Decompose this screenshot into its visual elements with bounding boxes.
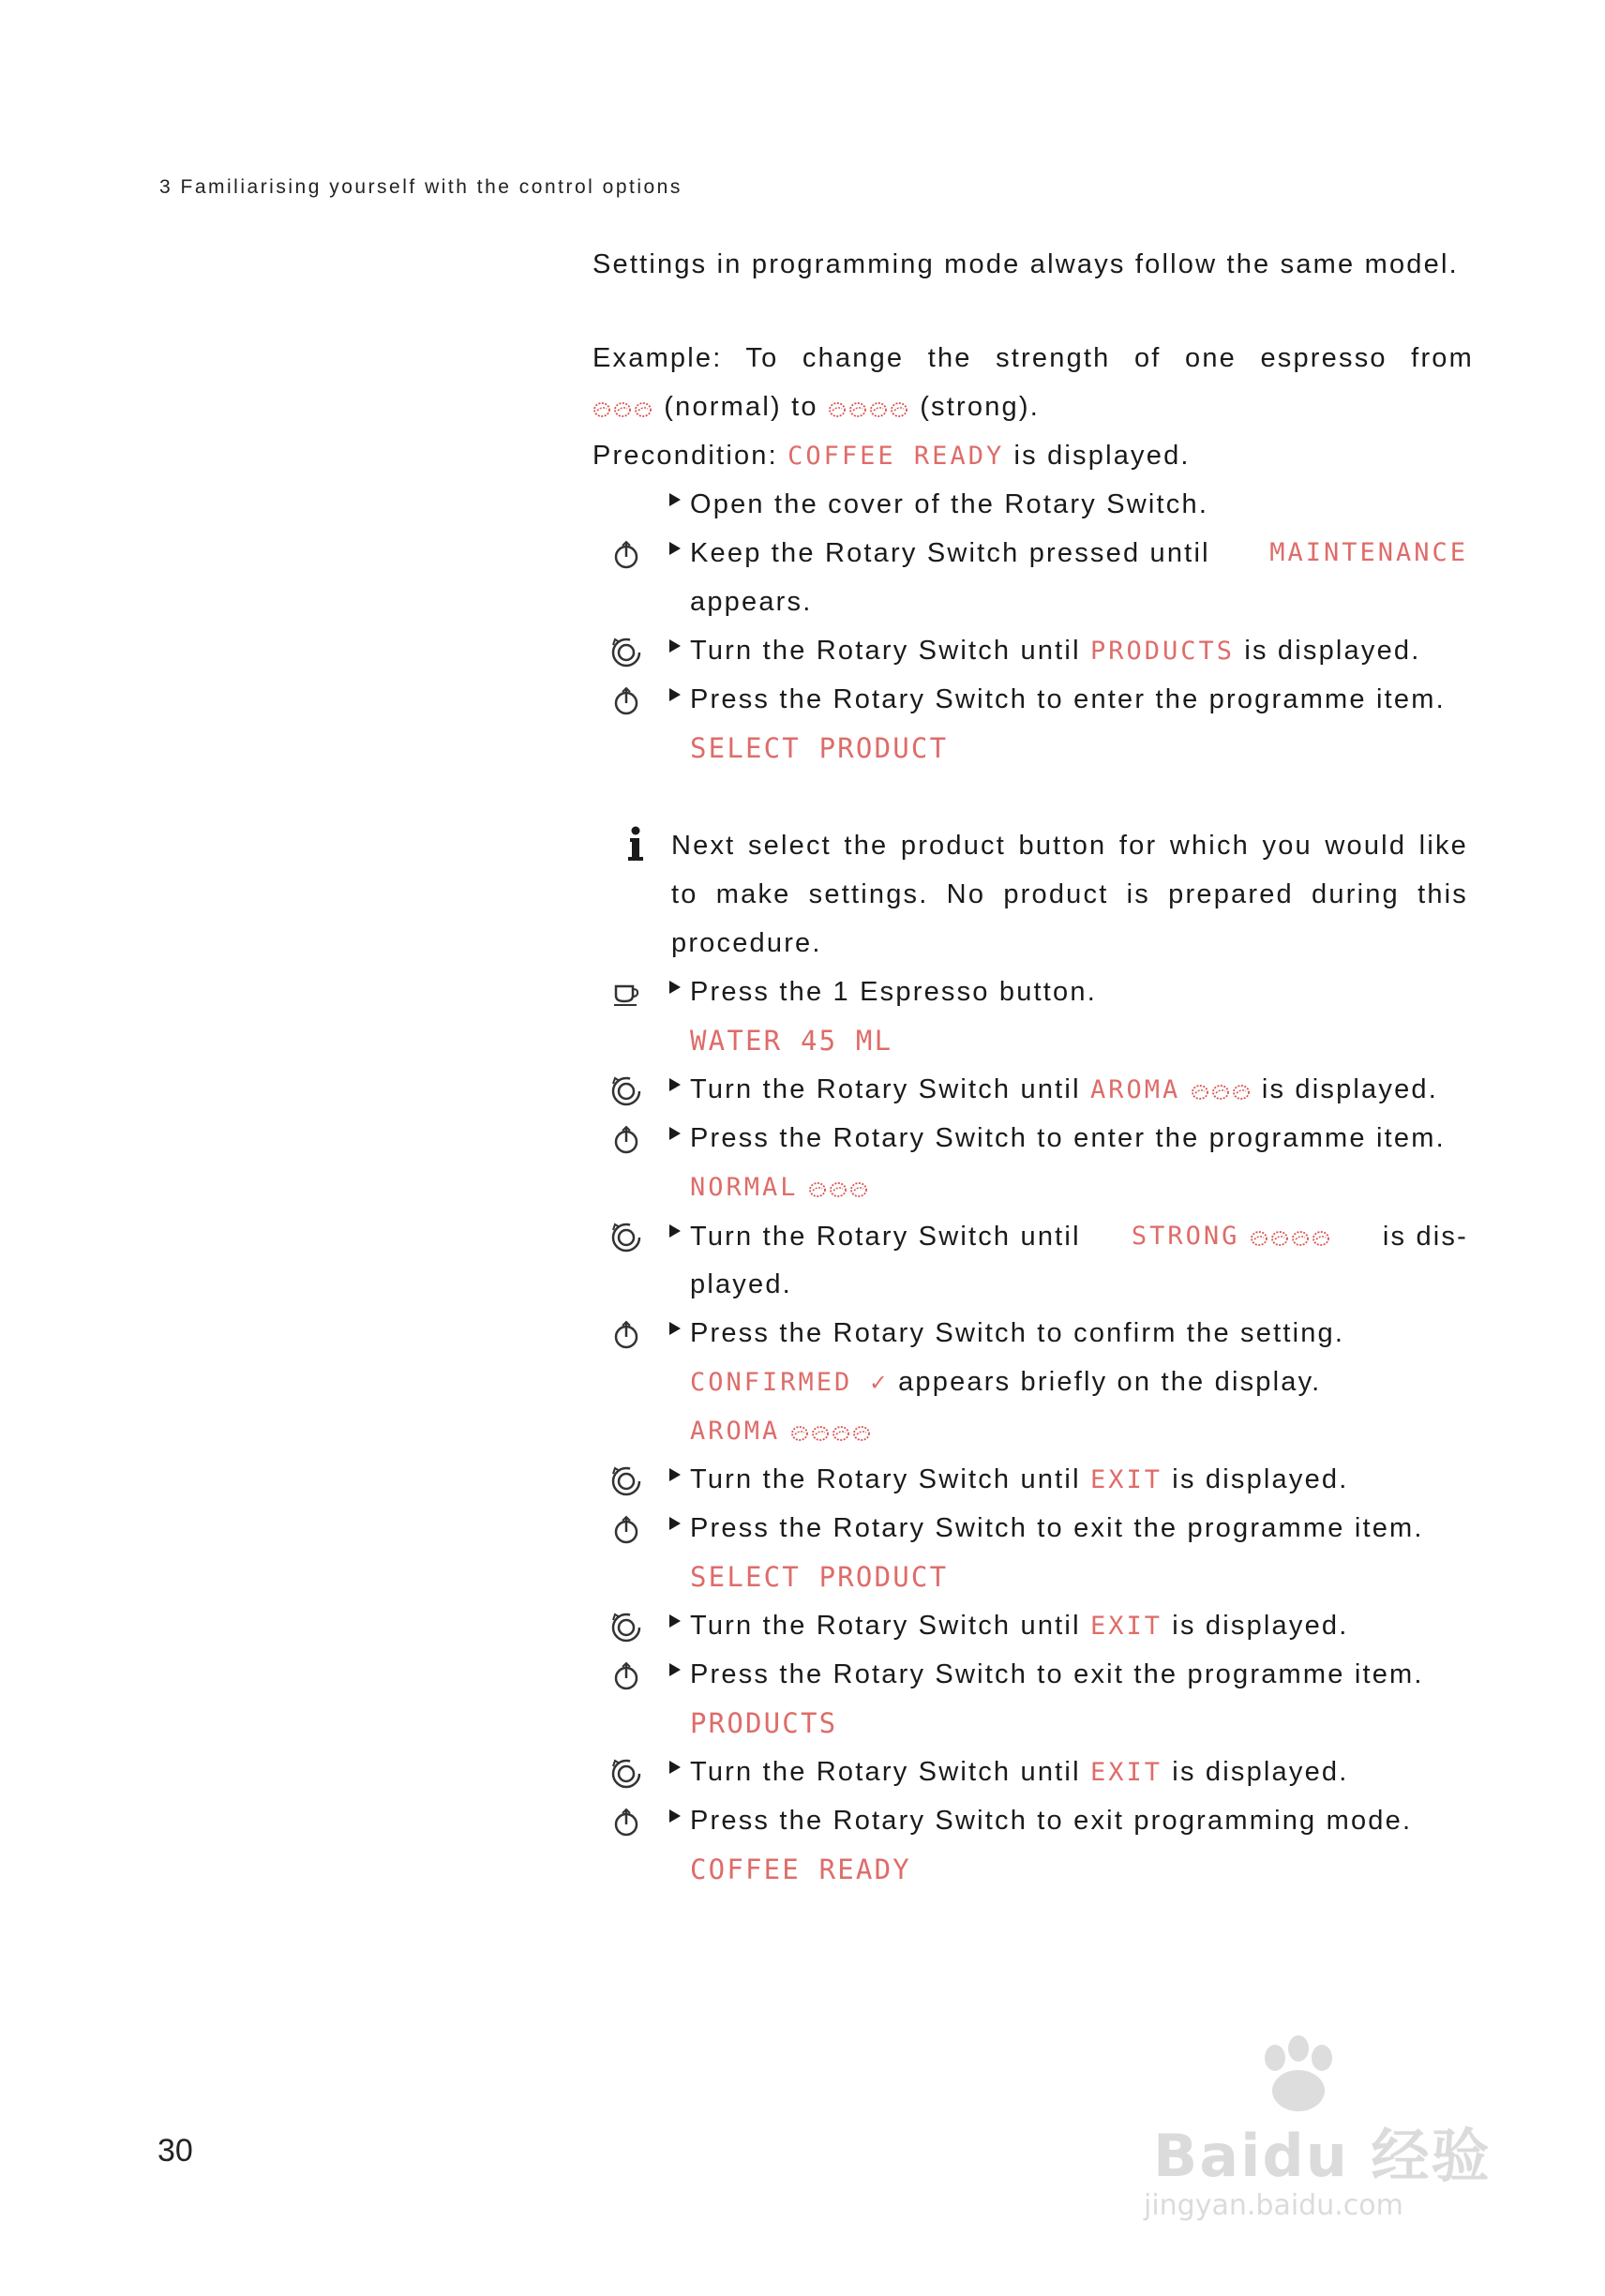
step-enter-item-2 [609,1114,1481,1163]
arrow-bullet [669,1224,681,1238]
step-continuation: appears. [690,587,813,617]
aroma-strong-icon [1250,1212,1332,1261]
step-exit-item-1 [609,1504,1481,1553]
display-aroma: AROMA [690,1417,781,1446]
turn-rotary-icon [609,1757,643,1791]
step-text [690,529,1468,578]
step-continuation: played. [690,1269,792,1299]
arrow-bullet [669,688,681,701]
strong-label: (strong). [920,392,1040,422]
step-suffix: is displayed. [1172,1757,1349,1787]
turn-rotary-icon [609,1074,643,1108]
example-line2 [592,383,1474,432]
display-aroma: AROMA [1090,1075,1181,1104]
display-maintenance: MAINTENANCE [1269,538,1468,567]
step-text: Press the Rotary Switch to exit the programme item. [690,1659,1424,1689]
display-products: PRODUCTS [1090,637,1236,666]
step-text: Press the 1 Espresso button. [690,977,1097,1007]
cup-icon [609,977,643,1011]
display-select-product: SELECT PRODUCT [690,732,949,764]
step-press-espresso [609,968,1481,1016]
watermark-logo-text: Baidu 经验 [1153,2122,1492,2190]
normal-label: (normal) to [664,392,818,422]
turn-rotary-icon [609,636,643,669]
step-enter-item [609,675,1481,724]
display-products: PRODUCTS [690,1707,838,1739]
turn-rotary-icon [609,1221,643,1254]
step-turn-strong [609,1211,1481,1260]
arrow-bullet [669,542,681,555]
info-icon [622,825,649,863]
press-rotary-icon [609,538,643,572]
arrow-bullet [669,1517,681,1530]
aroma-normal-icon [592,383,654,432]
step-suffix: is displayed. [1244,636,1421,666]
step-suffix: is displayed. [1261,1074,1438,1104]
step-text: Press the Rotary Switch to enter the programme item. [690,1123,1446,1153]
precondition-suffix: is displayed. [1013,441,1191,471]
arrow-bullet [669,1127,681,1140]
intro-text: Settings in programming mode always follow the same model. [592,249,1459,279]
step-text [690,1211,1468,1261]
display-exit: EXIT [1090,1612,1163,1641]
press-rotary-icon [609,1513,643,1547]
display-coffee-ready: COFFEE READY [788,442,1005,471]
display-normal: NORMAL [690,1173,799,1202]
precondition-prefix: Precondition: [592,441,778,471]
arrow-bullet [669,1468,681,1481]
step-text [690,1748,1478,1797]
step-text: Press the Rotary Switch to enter the programme item. [690,684,1446,714]
display-coffee-ready: COFFEE READY [690,1853,911,1885]
arrow-bullet [669,1078,681,1091]
example-line1: Example: To change the strength of one espresso from [592,343,1474,373]
step-suffix: is dis- [1382,1221,1468,1252]
paw-logo-icon [1247,2034,1350,2119]
press-rotary-icon [609,684,643,718]
aroma-strong-icon [790,1407,873,1456]
info-note: Next select the product button for which you would like to make settings. No product is prepared during this procedure. [671,831,1468,958]
step-turn-exit-3 [609,1748,1481,1796]
display-exit: EXIT [1090,1758,1163,1787]
aroma-normal-icon [1191,1066,1252,1115]
step-prefix: Turn the Rotary Switch until [690,1611,1081,1641]
press-rotary-icon [609,1659,643,1693]
step-prefix: Turn the Rotary Switch until [690,1464,1081,1494]
step-suffix: is displayed. [1172,1464,1349,1494]
step-prefix: Turn the Rotary Switch until [690,1074,1081,1104]
arrow-bullet [669,981,681,994]
arrow-bullet [669,493,681,506]
arrow-bullet [669,1809,681,1823]
step-suffix: is displayed. [1172,1611,1349,1641]
aroma-normal-icon [808,1163,870,1212]
aroma-strong-line [690,1406,873,1456]
step-text [690,1601,1478,1651]
step-exit-programming [609,1796,1481,1845]
step-text: Press the Rotary Switch to exit the programme item. [690,1513,1424,1543]
strong-display-group [1132,1211,1332,1261]
turn-rotary-icon [609,1464,643,1498]
arrow-bullet [669,1761,681,1774]
display-water: WATER 45 ML [690,1025,893,1057]
step-open-cover [609,480,1481,529]
step-turn-exit-1 [609,1455,1481,1504]
step-exit-item-2 [609,1650,1481,1699]
step-turn-products [609,626,1481,675]
step-text [690,1455,1478,1505]
step-keep-pressed [609,529,1481,578]
display-exit: EXIT [1090,1465,1163,1494]
step-text: Press the Rotary Switch to confirm the setting. [690,1318,1345,1348]
step-text [690,626,1478,676]
step-text: Press the Rotary Switch to exit programming mode. [690,1806,1413,1836]
display-confirmed: CONFIRMED ✓ [690,1368,889,1397]
confirmed-line [690,1358,1321,1407]
turn-rotary-icon [609,1611,643,1644]
step-text [690,1065,1478,1115]
aroma-strong-icon [828,383,910,432]
press-rotary-icon [609,1318,643,1352]
press-rotary-icon [609,1806,643,1839]
step-prefix: Keep the Rotary Switch pressed until [690,538,1210,568]
step-text: Open the cover of the Rotary Switch. [690,489,1209,519]
confirmed-suffix: appears briefly on the display. [898,1367,1322,1397]
arrow-bullet [669,639,681,653]
precondition-line [592,431,1474,481]
arrow-bullet [669,1322,681,1335]
step-prefix: Turn the Rotary Switch until [690,1757,1081,1787]
step-prefix: Turn the Rotary Switch until [690,1221,1081,1252]
display-select-product: SELECT PRODUCT [690,1561,949,1593]
step-prefix: Turn the Rotary Switch until [690,636,1081,666]
page-number: 30 [158,2133,193,2168]
baidu-watermark [1125,2034,1519,2241]
section-header: 3 Familiarising yourself with the control options [159,176,682,198]
step-confirm [609,1309,1481,1358]
arrow-bullet [669,1663,681,1676]
step-turn-exit-2 [609,1601,1481,1650]
press-rotary-icon [609,1123,643,1157]
watermark-url: jingyan.baidu.com [1144,2189,1403,2222]
display-normal-line [690,1163,870,1212]
arrow-bullet [669,1614,681,1628]
display-strong: STRONG [1131,1222,1240,1251]
step-turn-aroma [609,1065,1481,1114]
